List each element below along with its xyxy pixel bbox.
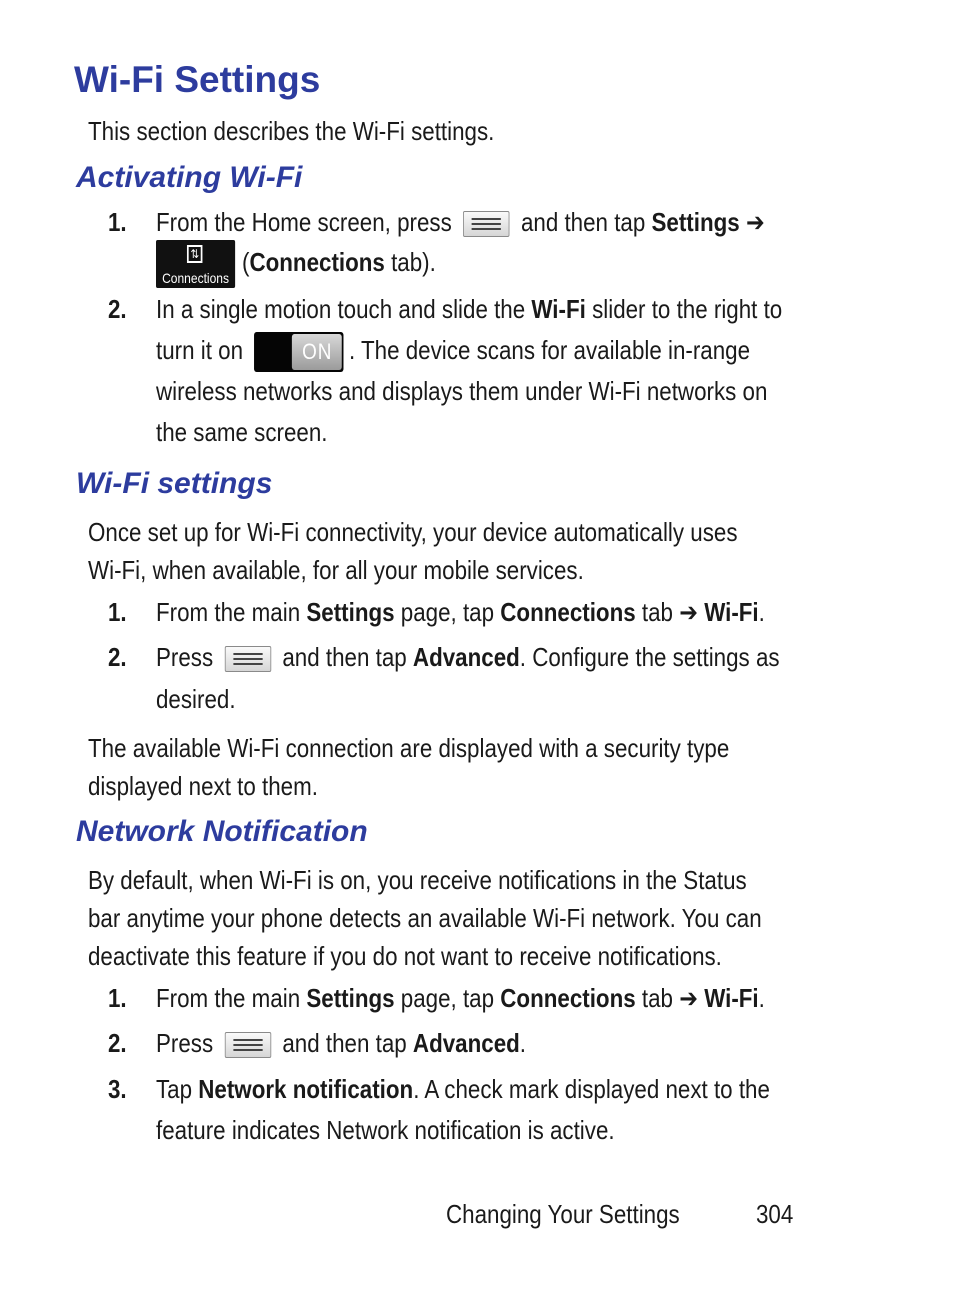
step-text: From the main — [156, 597, 301, 627]
menu-key-icon — [225, 1032, 271, 1058]
page-title: Wi-Fi Settings — [74, 59, 321, 100]
paragraph-line: displayed next to them. — [88, 771, 318, 801]
paragraph-line: bar anytime your phone detects an available Wi-Fi network. You can — [88, 903, 762, 933]
step-text: Press — [156, 1028, 214, 1058]
right-arrow-icon: ➔ — [679, 983, 698, 1013]
step-text: page, tap — [400, 983, 495, 1013]
footer-page-number: 304 — [756, 1199, 794, 1229]
menu-key-icon — [463, 211, 509, 237]
step-text-line — [156, 1069, 844, 1110]
step-text: page, tap — [400, 597, 495, 627]
step-text: tab). — [384, 246, 436, 277]
heading-activating-wifi: Activating Wi-Fi — [76, 161, 303, 194]
step-number: 1. — [108, 597, 127, 627]
right-arrow-icon: ➔ — [745, 207, 765, 237]
connections-term: Connections — [500, 983, 636, 1013]
step-text: In a single motion touch and slide the — [156, 294, 526, 324]
wifi-term: Wi-Fi — [531, 294, 586, 324]
step-text: From the Home screen, press — [156, 207, 452, 237]
network-notification-term: Network notification — [198, 1074, 414, 1104]
step-text-line: feature indicates Network notification is active. — [156, 1115, 615, 1145]
step-number: 1. — [108, 983, 127, 1013]
step-text: turn it on — [156, 335, 244, 365]
step-text: tab — [641, 597, 674, 627]
step-text-line: wireless networks and displays them under Wi-Fi networks on — [156, 376, 768, 406]
step-text: . — [519, 1028, 527, 1058]
step-text-line — [156, 330, 844, 372]
step-text: . Configure the settings as — [519, 642, 780, 672]
heading-network-notification: Network Notification — [76, 815, 368, 848]
step-text: and then tap — [520, 207, 646, 237]
step-number: 2. — [108, 1028, 127, 1058]
step-text-line — [156, 1023, 844, 1064]
step-text-line — [156, 637, 844, 678]
step-text: and then tap — [282, 642, 407, 672]
step-text: tab — [641, 983, 674, 1013]
connections-glyph-icon: ⇅ — [187, 245, 202, 263]
step-text-line: the same screen. — [156, 417, 328, 447]
right-arrow-icon: ➔ — [679, 597, 698, 627]
step-text: Press — [156, 642, 214, 672]
step-text: . — [758, 983, 765, 1013]
step-text: ( — [242, 246, 250, 277]
step-text-line — [156, 978, 844, 1019]
paragraph-line: deactivate this feature if you do not want to receive notifications. — [88, 941, 722, 971]
step-text: . A check mark displayed next to the — [413, 1074, 770, 1104]
connections-icon-label: Connections — [162, 270, 230, 286]
settings-term: Settings — [306, 983, 395, 1013]
paragraph-line: The available Wi-Fi connection are displayed with a security type — [88, 733, 730, 763]
wifi-term: Wi-Fi — [704, 983, 759, 1013]
step-text: Tap — [156, 1074, 193, 1104]
heading-wifi-settings: Wi-Fi settings — [76, 467, 273, 500]
wifi-term: Wi-Fi — [704, 597, 759, 627]
settings-term: Settings — [651, 207, 740, 237]
step-text: From the main — [156, 983, 301, 1013]
paragraph-line: Once set up for Wi-Fi connectivity, your device automatically uses — [88, 517, 738, 547]
paragraph-line: Wi-Fi, when available, for all your mobile services. — [88, 555, 584, 585]
step-text-line: desired. — [156, 684, 236, 714]
advanced-term: Advanced — [412, 642, 520, 672]
step-number: 2. — [108, 294, 127, 324]
on-toggle-icon — [254, 332, 343, 372]
step-text-line — [156, 240, 844, 288]
menu-key-icon — [225, 646, 271, 672]
step-text: . — [758, 597, 765, 627]
advanced-term: Advanced — [412, 1028, 520, 1058]
step-number: 1. — [108, 207, 127, 237]
step-text-line — [156, 592, 844, 633]
step-number: 3. — [108, 1074, 127, 1104]
step-text: and then tap — [282, 1028, 407, 1058]
settings-term: Settings — [306, 597, 395, 627]
toggle-label: ON — [292, 334, 342, 370]
paragraph-line: By default, when Wi-Fi is on, you receive notifications in the Status — [88, 865, 747, 895]
connections-term: Connections — [249, 246, 385, 277]
step-text-line — [156, 202, 844, 243]
connections-tab-icon — [156, 240, 235, 288]
intro-text: This section describes the Wi-Fi settings. — [88, 116, 495, 146]
step-text: slider to the right to — [592, 294, 783, 324]
step-number: 2. — [108, 642, 127, 672]
footer-chapter: Changing Your Settings — [446, 1199, 680, 1229]
connections-term: Connections — [500, 597, 636, 627]
step-text: . The device scans for available in-range — [348, 335, 751, 365]
step-text-line — [156, 289, 844, 330]
